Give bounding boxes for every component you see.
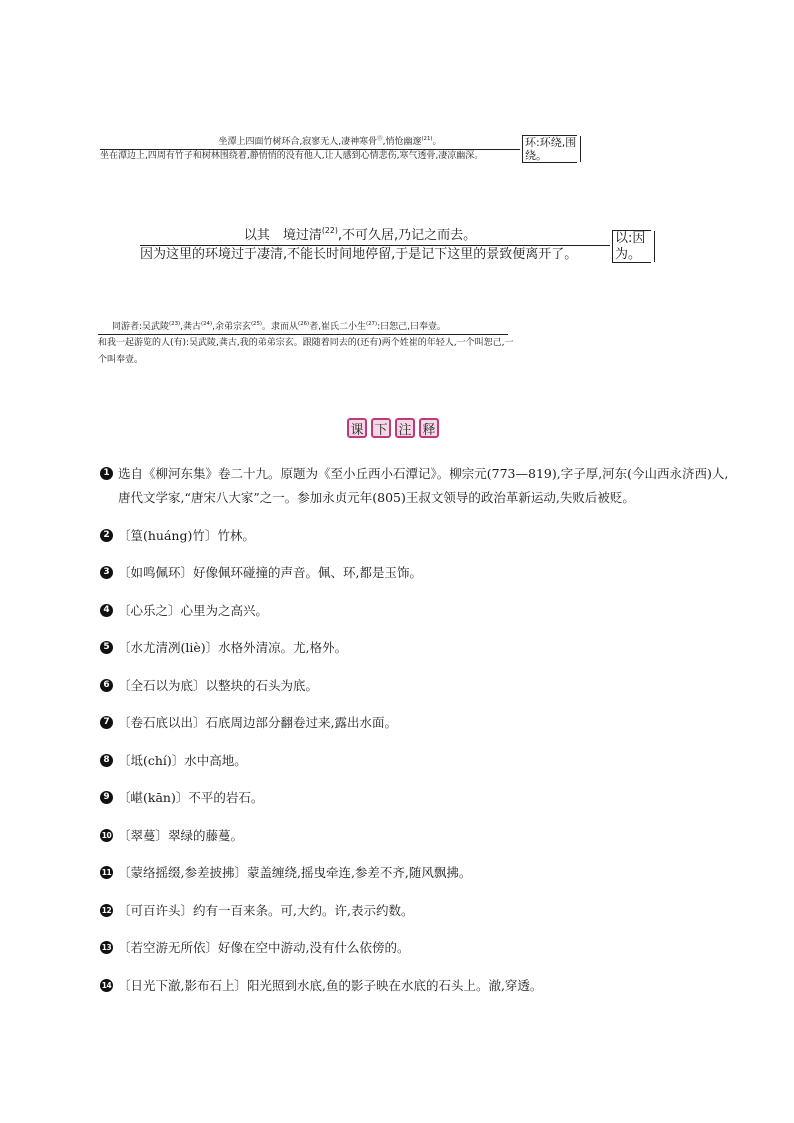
note-number: 13 [101, 943, 112, 952]
original-line [100, 137, 520, 149]
original-text: ,余弟宗玄 [212, 322, 251, 332]
original-text: 以其 境过清 [243, 228, 322, 243]
note-number: 7 [100, 716, 113, 729]
original-text-tail: 。 [432, 137, 442, 147]
note-item [100, 786, 740, 810]
gloss-box: 以:因为。 [612, 230, 651, 263]
original-line [140, 228, 610, 245]
note-item [100, 749, 740, 773]
note-item [100, 674, 740, 698]
note-item [100, 711, 740, 735]
text-block-1 [100, 137, 520, 163]
note-text: 选自《柳河东集》卷二十九。原题为《至小丘西小石潭记》。柳宗元(773—819),字子厚,河东(今山西永济西)人,唐代文学家,“唐宋八大家”之一。参加永贞元年(805)王叔文领导的政治革新运动,失败后被贬。 [118, 466, 729, 505]
note-text: 〔如鸣佩环〕好像佩环碰撞的声音。佩、环,都是玉饰。 [118, 565, 422, 580]
translation-text: 因为这里的环境过于凄清,不能长时间地停留,于是记下这里的景致便离开了。 [140, 246, 578, 262]
note-number: 1 [100, 467, 113, 480]
note-number: 11 [101, 868, 112, 877]
note-number: 12 [101, 905, 112, 915]
footnote-ref: (26) [298, 320, 310, 327]
footnote-ref: (25) [250, 320, 263, 327]
note-text: 〔若空游无所依〕好像在空中游动,没有什么依傍的。 [118, 940, 410, 955]
note-item [100, 899, 740, 923]
note-number: 8 [100, 754, 113, 767]
section-title [347, 418, 439, 438]
title-char: 注 [395, 418, 415, 438]
note-number: 2 [100, 529, 113, 542]
title-char: 释 [419, 418, 439, 438]
original-line [98, 322, 518, 334]
note-text: 〔全石以为底〕以整块的石头为底。 [118, 677, 319, 693]
note-number: 3 [100, 566, 113, 579]
note-text: 〔篁(huáng)竹〕竹林。 [118, 527, 255, 543]
note-number: 5 [100, 641, 113, 654]
footnote-ref: (22) [321, 226, 338, 236]
note-item [100, 524, 740, 548]
title-char: 下 [371, 418, 391, 438]
note-text: 〔蒙络摇缀,参差披拂〕蒙盖缠绕,摇曳牵连,参差不齐,随风飘拂。 [118, 865, 472, 880]
footnote-ref: ⑮ [377, 135, 383, 142]
original-text: ,龚古 [180, 322, 201, 332]
note-number: 14 [101, 980, 112, 990]
footnote-ref: (23) [169, 320, 181, 327]
note-item [100, 561, 740, 585]
text-block-3 [98, 322, 518, 369]
note-item [100, 861, 740, 885]
footnote-ref: (27) [366, 320, 378, 327]
original-text-b: ,悄怆幽邃 [382, 137, 422, 147]
note-text: 〔卷石底以出〕石底周边部分翻卷过来,露出水面。 [118, 715, 397, 730]
note-text: 〔日光下澈,影布石上〕阳光照到水底,鱼的影子映在水底的石头上。澈,穿透。 [118, 977, 543, 993]
original-text-b: ,不可久居,乃记之而去。 [337, 228, 477, 243]
title-char: 课 [347, 418, 367, 438]
note-item [100, 636, 740, 660]
footnote-ref: (21) [421, 135, 433, 142]
note-text: 〔心乐之〕心里为之高兴。 [118, 602, 269, 618]
text-block-2 [140, 228, 610, 265]
notes-list [100, 462, 740, 1011]
translation-text: 坐在潭边上,四周有竹子和树林围绕着,静悄悄的没有他人,让人感到心情悲伤,寒气透骨,凄凉幽深。 [100, 150, 484, 161]
note-item [100, 824, 740, 848]
original-text: 坐潭上四面竹树环合,寂寥无人,凄神寒骨 [218, 137, 378, 147]
note-item [100, 599, 740, 623]
note-text: 〔坻(chí)〕水中高地。 [118, 752, 247, 768]
note-number: 9 [100, 791, 113, 804]
original-text: :曰恕己,曰奉壹。 [377, 322, 446, 332]
original-text: 同游者:吴武陵 [112, 322, 170, 332]
footnote-ref: (24) [201, 320, 213, 327]
original-text: 者,崔氏二小生 [309, 322, 366, 332]
note-item [100, 462, 740, 510]
original-text: 。隶而从 [262, 322, 299, 332]
gloss-box: 环:环绕,围绕。 [522, 135, 577, 163]
note-number: 10 [101, 830, 112, 840]
note-item [100, 936, 740, 960]
note-item [100, 974, 740, 998]
note-number: 4 [100, 604, 113, 617]
translation-text: 和我一起游览的人(有):吴武陵,龚古,我的弟弟宗玄。跟随着同去的(还有)两个姓崔的年轻人,一个叫恕己,一个叫奉壹。 [98, 337, 514, 365]
note-text: 〔可百许头〕约有一百来条。可,大约。许,表示约数。 [118, 902, 414, 918]
note-text: 〔嵁(kān)〕不平的岩石。 [118, 790, 264, 805]
note-number: 6 [100, 679, 113, 692]
note-text: 〔翠蔓〕翠绿的藤蔓。 [118, 827, 244, 843]
note-text: 〔水尤清冽(liè)〕水格外清凉。尤,格外。 [118, 640, 348, 655]
